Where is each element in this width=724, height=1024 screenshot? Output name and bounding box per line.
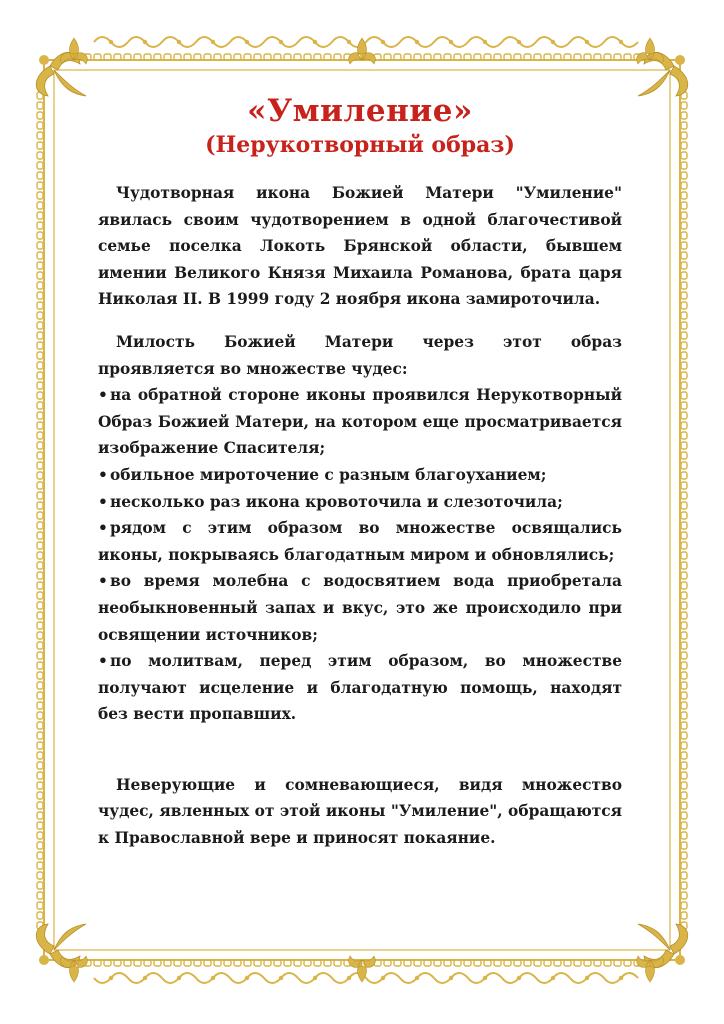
chain-link [681,722,687,729]
chain-link [681,372,687,379]
chain-link [37,622,43,629]
chain-link [37,522,43,529]
scroll-bead [143,40,147,44]
chain-link [37,632,43,639]
bullet-text: обильное мироточение с разным благоуханием; [110,465,547,484]
chain-link [37,302,43,309]
scroll-bead [517,40,521,44]
chain-link [37,452,43,459]
scroll-bead [109,40,113,44]
chain-link [37,862,43,869]
chain-link [37,182,43,189]
scroll-bead [619,976,623,980]
chain-link [37,252,43,259]
chain-link [37,142,43,149]
chain-link [681,352,687,359]
chain-link [37,892,43,899]
chain-link [681,792,687,799]
scroll-bead [279,976,283,980]
chain-link [681,342,687,349]
chain-link [681,692,687,699]
fleur-ornament [61,956,88,982]
chain-link [37,282,43,289]
chain-link [681,782,687,789]
scroll-bead [415,40,419,44]
chain-link [37,472,43,479]
fleur-ornament [349,38,376,64]
chain-link [37,692,43,699]
scroll-bead [483,40,487,44]
chain-link [37,792,43,799]
chain-link [37,872,43,879]
chain-link [37,232,43,239]
chain-link [37,102,43,109]
chain-link [681,422,687,429]
chain-link [37,172,43,179]
chain-link [681,892,687,899]
chain-link [37,492,43,499]
chain-link [681,102,687,109]
chain-link [681,442,687,449]
document-body [98,92,622,852]
chain-link [37,882,43,889]
scroll-bead [381,976,385,980]
chain-link [681,622,687,629]
chain-link [37,432,43,439]
chain-link [681,242,687,249]
fleur-ornament [61,38,88,64]
scroll-bead [245,40,249,44]
chain-link [681,402,687,409]
bullet-dot: • [98,572,108,591]
bullet-text: несколько раз икона кровоточила и слезоточила; [110,492,563,511]
bullet-dot: • [98,465,108,484]
miracle-bullet [98,568,622,648]
chain-link [681,532,687,539]
chain-link [681,212,687,219]
chain-link [681,572,687,579]
chain-link [37,832,43,839]
miracle-bullet [98,648,622,728]
chain-link [37,162,43,169]
paragraph-conclusion: Неверующие и сомневающиеся, видя множество чудес, явленных от этой иконы "Умиление", обращаются к Православной вере и приносят покаяние. [98,775,622,848]
chain-link [681,602,687,609]
bullet-dot: • [98,519,108,538]
chain-link [681,512,687,519]
chain-link [681,812,687,819]
chain-link [681,772,687,779]
chain-link [681,502,687,509]
chain-link [681,872,687,879]
chain-link [681,492,687,499]
scroll-bead [313,40,317,44]
chain-link [681,832,687,839]
chain-link [37,702,43,709]
chain-link [681,232,687,239]
chain-link [37,582,43,589]
chain-link [37,592,43,599]
chain-link [681,272,687,279]
chain-link [37,552,43,559]
chain-link [681,662,687,669]
chain-link [681,552,687,559]
scroll-bead [449,40,453,44]
chain-link [681,562,687,569]
chain-link [37,662,43,669]
chain-link [681,612,687,619]
scroll-bead [619,40,623,44]
bullet-dot: • [98,652,108,671]
bullet-text: рядом с этим образом во множестве освящались иконы, покрываясь благодатным миром и обновлялись; [98,519,622,564]
chain-link [37,122,43,129]
chain-link [37,752,43,759]
fleur-ornament [349,956,376,982]
chain-link [681,712,687,719]
chain-link [681,732,687,739]
miracle-bullet [98,489,622,516]
chain-link [681,582,687,589]
chain-link [37,112,43,119]
paragraph-miracles: Милость Божией Матери через этот образ проявляется во множестве чудес: [98,332,622,378]
bullet-text: по молитвам, перед этим образом, во множестве получают исцеление и благодатную помощь, находят без вести пропавших. [98,652,622,724]
bullet-text: на обратной стороне иконы проявился Нерукотворный Образ Божией Матери, на котором еще просматривается изображение Спасителя; [98,386,622,458]
chain-link [37,332,43,339]
chain-link [681,842,687,849]
chain-link [37,722,43,729]
chain-link [37,382,43,389]
chain-link [37,322,43,329]
chain-link [681,862,687,869]
scroll-bead [585,40,589,44]
chain-link [37,682,43,689]
chain-link [37,532,43,539]
chain-link [681,312,687,319]
miracle-bullet [98,382,622,462]
chain-link [681,332,687,339]
chain-link [681,192,687,199]
chain-link [37,672,43,679]
chain-link [37,222,43,229]
chain-link [681,132,687,139]
chain-link [37,292,43,299]
page-subtitle: (Нерукотворный образ) [205,132,515,158]
chain-link [37,812,43,819]
chain-link [37,652,43,659]
scroll-bead [211,40,215,44]
chain-link [681,682,687,689]
chain-link [681,142,687,149]
chain-link [37,642,43,649]
scroll-bead [177,40,181,44]
miracle-bullet [98,515,622,568]
paragraph-intro: Чудотворная икона Божией Матери "Умиление" явилась своим чудотворением в одной благочестивой семье поселка Локоть Брянской области, бывшем имении Великого Князя Михаила Романова, брата царя Николая II. В 1999 году 2 ноября икона замироточила. [98,184,622,309]
chain-link [37,342,43,349]
chain-link [681,472,687,479]
chain-link [37,902,43,909]
chain-link [37,262,43,269]
chain-link [681,742,687,749]
chain-link [37,802,43,809]
chain-link [681,542,687,549]
scroll-bead [245,976,249,980]
chain-link [681,822,687,829]
chain-link [681,392,687,399]
chain-link [37,412,43,419]
chain-link [681,882,687,889]
chain-link [681,652,687,659]
scroll-bead [211,976,215,980]
chain-link [37,422,43,429]
chain-link [681,642,687,649]
chain-link [681,432,687,439]
chain-link [37,362,43,369]
chain-link [681,482,687,489]
chain-link [37,512,43,519]
chain-link [37,242,43,249]
chain-link [681,182,687,189]
scroll-bead [143,976,147,980]
chain-link [37,562,43,569]
chain-link [681,672,687,679]
chain-link [37,402,43,409]
scroll-bead [313,976,317,980]
scroll-bead [483,976,487,980]
chain-link [37,392,43,399]
chain-link [681,632,687,639]
scroll-bead [585,976,589,980]
chain-link [681,252,687,259]
chain-link [681,202,687,209]
miracle-bullet [98,462,622,489]
chain-link [37,462,43,469]
chain-link [681,802,687,809]
scroll-bead [415,976,419,980]
scroll-bead [381,40,385,44]
chain-link [681,462,687,469]
chain-link [681,762,687,769]
chain-link [37,762,43,769]
chain-link [681,282,687,289]
chain-link [37,912,43,919]
bullet-text: во время молебна с водосвятием вода приобретала необыкновенный запах и вкус, это же происходило при освящении источников; [98,572,622,644]
chain-link [681,222,687,229]
chain-link [37,782,43,789]
scroll-bead [551,976,555,980]
chain-link [681,152,687,159]
scroll-bead [347,976,351,980]
chain-link [37,152,43,159]
chain-link [681,412,687,419]
chain-link [681,912,687,919]
chain-link [37,192,43,199]
fleur-ornament [637,956,664,982]
chain-link [37,712,43,719]
chain-link [37,542,43,549]
chain-link [681,362,687,369]
chain-link [37,132,43,139]
chain-link [681,382,687,389]
chain-link [37,442,43,449]
chain-link [37,352,43,359]
chain-link [37,482,43,489]
chain-link [681,172,687,179]
chain-link [681,302,687,309]
scroll-bead [347,40,351,44]
chain-link [681,322,687,329]
chain-link [37,742,43,749]
chain-link [681,162,687,169]
chain-link [681,292,687,299]
chain-link [681,452,687,459]
scroll-bead [517,976,521,980]
scroll-bead [279,40,283,44]
chain-link [681,262,687,269]
scroll-bead [109,976,113,980]
chain-link [37,212,43,219]
chain-link [37,202,43,209]
chain-link [37,732,43,739]
chain-link [681,702,687,709]
chain-link [681,592,687,599]
chain-link [681,752,687,759]
chain-link [37,572,43,579]
chain-link [37,852,43,859]
chain-link [37,822,43,829]
chain-link [37,842,43,849]
chain-link [681,122,687,129]
chain-link [37,312,43,319]
chain-link [37,272,43,279]
scroll-bead [449,976,453,980]
scroll-bead [551,40,555,44]
chain-link [37,612,43,619]
chain-link [681,112,687,119]
bullet-dot: • [98,492,108,511]
page-title: «Умиление» [247,93,473,129]
chain-link [681,852,687,859]
chain-link [681,522,687,529]
fleur-ornament [637,38,664,64]
chain-link [37,602,43,609]
chain-link [37,502,43,509]
bullet-dot: • [98,386,108,405]
chain-link [37,772,43,779]
scroll-bead [177,976,181,980]
chain-link [681,902,687,909]
chain-link [37,372,43,379]
